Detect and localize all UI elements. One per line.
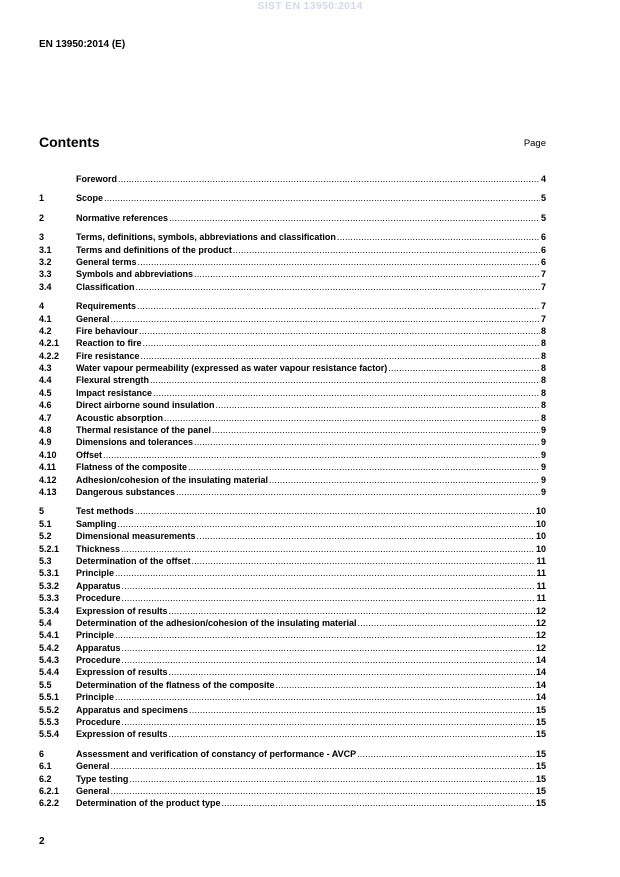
toc-entry-number: 3 — [39, 232, 45, 243]
toc-entry[interactable] — [39, 192, 546, 204]
toc-dot-leader — [122, 654, 535, 666]
toc-dot-leader — [104, 192, 540, 204]
toc-entry[interactable] — [39, 691, 546, 703]
toc-entry[interactable] — [39, 486, 546, 498]
toc-entry-title: Scope — [76, 193, 104, 204]
toc-entry[interactable] — [39, 337, 546, 349]
toc-entry[interactable] — [39, 567, 546, 579]
toc-entry-page: 9 — [540, 474, 546, 485]
toc-dot-leader — [136, 281, 540, 293]
toc-entry-page: 8 — [540, 350, 546, 361]
toc-entry-page: 12 — [535, 617, 546, 628]
toc-entry[interactable] — [39, 350, 546, 362]
toc-dot-leader — [276, 679, 535, 691]
toc-entry-page: 12 — [535, 642, 546, 653]
toc-entry-page: 9 — [540, 462, 546, 473]
toc-entry-page: 14 — [535, 679, 546, 690]
toc-entry[interactable] — [39, 474, 546, 486]
toc-entry-title: Dimensions and tolerances — [76, 437, 194, 448]
toc-dot-leader — [122, 580, 536, 592]
toc-entry[interactable] — [39, 773, 546, 785]
toc-entry-page: 8 — [540, 400, 546, 411]
toc-entry-number: 5.5 — [39, 679, 52, 690]
toc-entry[interactable] — [39, 244, 546, 256]
toc-entry-title: Classification — [76, 281, 135, 292]
toc-entry-title: Type testing — [76, 773, 129, 784]
toc-dot-leader — [194, 268, 540, 280]
toc-entry-title: Expression of results — [76, 605, 168, 616]
toc-dot-leader — [176, 486, 540, 498]
toc-entry[interactable] — [39, 256, 546, 268]
toc-dot-leader — [233, 244, 540, 256]
toc-entry-title: Direct airborne sound insulation — [76, 400, 215, 411]
toc-dot-leader — [192, 555, 536, 567]
toc-entry-number: 4.1 — [39, 313, 52, 324]
toc-entry-page: 10 — [535, 543, 546, 554]
toc-entry-page: 15 — [535, 748, 546, 759]
toc-dot-leader — [150, 374, 540, 386]
toc-entry-title: Apparatus and specimens — [76, 704, 189, 715]
toc-entry-number: 3.3 — [39, 269, 52, 280]
toc-entry-number: 5.1 — [39, 518, 52, 529]
toc-entry-title: Terms, definitions, symbols, abbreviations and classification — [76, 232, 336, 243]
toc-entry-number: 4.12 — [39, 474, 57, 485]
toc-dot-leader — [169, 605, 535, 617]
toc-entry-title: Test methods — [76, 506, 134, 517]
toc-dot-leader — [139, 325, 540, 337]
toc-entry-page: 10 — [535, 506, 546, 517]
toc-entry-title: Determination of the offset — [76, 555, 191, 566]
toc-entry[interactable] — [39, 629, 546, 641]
toc-entry-number: 4.8 — [39, 425, 52, 436]
toc-entry-number: 5.4.4 — [39, 667, 60, 678]
toc-dot-leader — [129, 773, 535, 785]
toc-entry[interactable] — [39, 666, 546, 678]
toc-entry-page: 4 — [540, 174, 546, 184]
toc-entry-number: 5.2.1 — [39, 543, 60, 554]
toc-dot-leader — [357, 748, 535, 760]
toc-entry-title: Reaction to fire — [76, 338, 142, 349]
toc-entry-title: Water vapour permeability (expressed as water vapour resistance factor) — [76, 363, 388, 374]
toc-entry-title: Flatness of the composite — [76, 462, 188, 473]
toc-entry[interactable] — [39, 449, 546, 461]
toc-entry[interactable] — [39, 412, 546, 424]
toc-entry-page: 14 — [535, 655, 546, 666]
toc-entry[interactable] — [39, 461, 546, 473]
toc-entry-number: 5.3.3 — [39, 593, 60, 604]
toc-dot-leader — [169, 666, 535, 678]
toc-entry[interactable] — [39, 797, 546, 809]
page-title: Contents — [39, 134, 100, 150]
toc-entry-page: 5 — [540, 212, 546, 223]
toc-entry-title: Dangerous substances — [76, 486, 176, 497]
toc-entry-title: Impact resistance — [76, 387, 153, 398]
toc-dot-leader — [137, 300, 540, 312]
toc-entry-title: Foreword — [76, 174, 118, 184]
toc-dot-leader — [122, 716, 535, 728]
toc-entry-page: 15 — [535, 704, 546, 715]
toc-entry-title: Fire behaviour — [76, 325, 139, 336]
toc-dot-leader — [135, 505, 535, 517]
toc-entry-page: 14 — [535, 667, 546, 678]
toc-entry-title: Procedure — [76, 593, 121, 604]
toc-entry-page: 14 — [535, 692, 546, 703]
toc-entry-title: Expression of results — [76, 667, 168, 678]
toc-dot-leader — [111, 785, 535, 797]
toc-entry-number: 5.3.1 — [39, 568, 60, 579]
toc-entry-number: 5.4 — [39, 617, 52, 628]
toc-entry-page: 15 — [535, 729, 546, 740]
toc-entry-page: 8 — [540, 387, 546, 398]
toc-dot-leader — [169, 728, 535, 740]
toc-entry-page: 9 — [540, 486, 546, 497]
toc-entry[interactable] — [39, 785, 546, 797]
toc-entry-number: 6.2.1 — [39, 785, 60, 796]
toc-entry-page: 11 — [536, 555, 546, 566]
toc-entry-number: 3.1 — [39, 244, 52, 255]
toc-entry[interactable] — [39, 362, 546, 374]
toc-entry-number: 4.3 — [39, 363, 52, 374]
toc-entry-page: 6 — [540, 256, 546, 267]
toc-entry[interactable] — [39, 231, 546, 243]
toc-entry-title: Apparatus — [76, 642, 121, 653]
toc-entry-title: Adhesion/cohesion of the insulating material — [76, 474, 269, 485]
toc-entry-number: 5.3 — [39, 555, 52, 566]
toc-entry-title: Dimensional measurements — [76, 531, 196, 542]
toc-entry-number: 4.2 — [39, 325, 52, 336]
toc-dot-leader — [222, 797, 535, 809]
toc-entry-number: 4.2.2 — [39, 350, 60, 361]
toc-entry-title: Requirements — [76, 301, 137, 312]
toc-entry-page: 7 — [540, 301, 546, 312]
toc-entry-title: Procedure — [76, 655, 121, 666]
toc-entry-title: Thermal resistance of the panel — [76, 425, 212, 436]
page-number: 2 — [39, 836, 45, 847]
toc-entry-number: 1 — [39, 193, 45, 204]
toc-entry-title: Thickness — [76, 543, 121, 554]
toc-dot-leader — [216, 399, 540, 411]
toc-entry[interactable] — [39, 212, 546, 224]
toc-entry-number: 4.11 — [39, 462, 57, 473]
page-column-label: Page — [523, 138, 546, 149]
toc-dot-leader — [118, 173, 540, 185]
toc-entry[interactable] — [39, 424, 546, 436]
toc-entry[interactable] — [39, 281, 546, 293]
toc-entry-page: 11 — [536, 593, 546, 604]
toc-entry-page: 15 — [535, 717, 546, 728]
toc-entry-number: 5.4.3 — [39, 655, 60, 666]
toc-entry-number: 3.2 — [39, 256, 52, 267]
toc-entry-title: Fire resistance — [76, 350, 140, 361]
toc-entry[interactable] — [39, 173, 546, 185]
toc-entry[interactable] — [39, 505, 546, 517]
toc-dot-leader — [103, 449, 540, 461]
toc-entry-title: Principle — [76, 630, 115, 641]
toc-dot-leader — [153, 387, 540, 399]
toc-entry-title: Flexural strength — [76, 375, 150, 386]
toc-entry-title: Procedure — [76, 717, 121, 728]
toc-entry-page: 9 — [540, 449, 546, 460]
toc-entry-number: 4.10 — [39, 449, 57, 460]
toc-entry-page: 10 — [535, 531, 546, 542]
toc-entry-page: 12 — [535, 630, 546, 641]
watermark: SIST EN 13950:2014 — [257, 0, 363, 12]
toc-dot-leader — [388, 362, 540, 374]
toc-entry-number: 5.3.2 — [39, 580, 60, 591]
toc-entry-title: Assessment and verification of constancy of performance - AVCP — [76, 748, 357, 759]
toc-entry-number: 4.5 — [39, 387, 52, 398]
toc-entry-page: 8 — [540, 363, 546, 374]
toc-entry[interactable] — [39, 580, 546, 592]
toc-entry-page: 8 — [540, 412, 546, 423]
toc-entry-number: 6.1 — [39, 761, 52, 772]
toc-dot-leader — [194, 436, 540, 448]
toc-dot-leader — [212, 424, 540, 436]
toc-entry-title: Normative references — [76, 212, 169, 223]
toc-dot-leader — [164, 412, 540, 424]
toc-entry-title: Principle — [76, 692, 115, 703]
toc-entry-page: 7 — [540, 281, 546, 292]
toc-entry-title: Determination of the adhesion/cohesion of the insulating material — [76, 617, 357, 628]
toc-dot-leader — [115, 691, 535, 703]
toc-entry-page: 5 — [540, 193, 546, 204]
toc-entry[interactable] — [39, 728, 546, 740]
toc-entry-number: 2 — [39, 212, 45, 223]
toc-entry[interactable] — [39, 760, 546, 772]
toc-dot-leader — [115, 629, 535, 641]
toc-entry-number: 5.5.2 — [39, 704, 60, 715]
toc-entry[interactable] — [39, 555, 546, 567]
toc-entry[interactable] — [39, 313, 546, 325]
toc-entry-title: Offset — [76, 449, 103, 460]
toc-dot-leader — [189, 704, 535, 716]
toc-dot-leader — [121, 543, 535, 555]
toc-dot-leader — [169, 212, 540, 224]
toc-entry-page: 8 — [540, 375, 546, 386]
toc-entry-number: 5.3.4 — [39, 605, 60, 616]
toc-entry[interactable] — [39, 543, 546, 555]
toc-entry[interactable] — [39, 679, 546, 691]
document-id: EN 13950:2014 (E) — [39, 39, 126, 50]
toc-entry[interactable] — [39, 605, 546, 617]
toc-entry[interactable] — [39, 617, 546, 629]
toc-entry[interactable] — [39, 530, 546, 542]
toc-entry-number: 4.4 — [39, 375, 52, 386]
toc-entry-number: 5.5.3 — [39, 717, 60, 728]
toc-entry-title: Apparatus — [76, 580, 121, 591]
toc-entry-page: 9 — [540, 425, 546, 436]
toc-entry[interactable] — [39, 374, 546, 386]
toc-entry-number: 6.2.2 — [39, 798, 60, 809]
toc-entry-title: General terms — [76, 256, 137, 267]
toc-entry-title: General — [76, 313, 110, 324]
toc-entry-page: 15 — [535, 785, 546, 796]
toc-entry-title: Determination of the flatness of the composite — [76, 679, 275, 690]
toc-entry-page: 7 — [540, 269, 546, 280]
toc-entry[interactable] — [39, 399, 546, 411]
toc-dot-leader — [188, 461, 540, 473]
toc-dot-leader — [118, 518, 535, 530]
toc-dot-leader — [111, 313, 540, 325]
toc-entry-number: 5.5.4 — [39, 729, 60, 740]
toc-entry-page: 6 — [540, 244, 546, 255]
toc-dot-leader — [197, 530, 535, 542]
toc-entry-number: 6.2 — [39, 773, 52, 784]
toc-entry[interactable] — [39, 436, 546, 448]
toc-entry-number: 4 — [39, 301, 45, 312]
toc-entry-title: General — [76, 761, 110, 772]
toc-entry-number: 6 — [39, 748, 45, 759]
toc-entry-page: 12 — [535, 605, 546, 616]
toc-entry-page: 11 — [536, 580, 546, 591]
table-of-contents — [39, 173, 546, 810]
toc-entry-title: Determination of the product type — [76, 798, 221, 809]
toc-entry[interactable] — [39, 387, 546, 399]
toc-entry[interactable] — [39, 268, 546, 280]
toc-dot-leader — [141, 350, 540, 362]
toc-entry-number: 4.6 — [39, 400, 52, 411]
toc-dot-leader — [358, 617, 535, 629]
toc-entry-number: 3.4 — [39, 281, 52, 292]
toc-entry-number: 5 — [39, 506, 45, 517]
toc-entry-title: Expression of results — [76, 729, 168, 740]
toc-entry-page: 15 — [535, 773, 546, 784]
toc-entry-page: 8 — [540, 338, 546, 349]
toc-entry-title: Principle — [76, 568, 115, 579]
toc-entry[interactable] — [39, 704, 546, 716]
toc-entry-page: 15 — [535, 761, 546, 772]
toc-dot-leader — [111, 760, 535, 772]
toc-entry-number: 4.13 — [39, 486, 57, 497]
toc-entry-page: 9 — [540, 437, 546, 448]
toc-entry[interactable] — [39, 716, 546, 728]
toc-entry-number: 5.2 — [39, 531, 52, 542]
toc-entry[interactable] — [39, 592, 546, 604]
toc-dot-leader — [138, 256, 540, 268]
toc-entry[interactable] — [39, 300, 546, 312]
toc-entry-number: 4.2.1 — [39, 338, 60, 349]
toc-entry-number: 5.5.1 — [39, 692, 60, 703]
toc-entry-page: 8 — [540, 325, 546, 336]
toc-entry-title: Sampling — [76, 518, 117, 529]
toc-dot-leader — [269, 474, 540, 486]
toc-entry[interactable] — [39, 654, 546, 666]
toc-dot-leader — [337, 231, 540, 243]
toc-entry[interactable] — [39, 748, 546, 760]
toc-entry-title: Terms and definitions of the product — [76, 244, 232, 255]
toc-entry-page: 15 — [535, 798, 546, 809]
toc-entry-page: 10 — [535, 518, 546, 529]
toc-entry-title: General — [76, 785, 110, 796]
toc-entry-page: 6 — [540, 232, 546, 243]
toc-entry-number: 5.4.1 — [39, 630, 60, 641]
toc-entry-number: 4.9 — [39, 437, 52, 448]
toc-entry[interactable] — [39, 518, 546, 530]
toc-dot-leader — [122, 642, 535, 654]
toc-entry-page: 7 — [540, 313, 546, 324]
toc-entry-title: Acoustic absorption — [76, 412, 164, 423]
toc-entry[interactable] — [39, 642, 546, 654]
toc-dot-leader — [122, 592, 536, 604]
toc-entry-number: 5.4.2 — [39, 642, 60, 653]
toc-entry-number: 4.7 — [39, 412, 52, 423]
toc-entry[interactable] — [39, 325, 546, 337]
toc-dot-leader — [115, 567, 535, 579]
toc-dot-leader — [143, 337, 540, 349]
toc-entry-title: Symbols and abbreviations — [76, 269, 194, 280]
toc-entry-page: 11 — [536, 568, 546, 579]
